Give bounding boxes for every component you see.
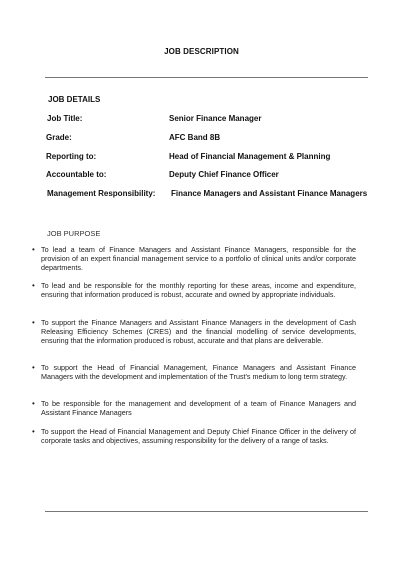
- bullet-dot: •: [32, 363, 35, 372]
- purpose-item-text: To support the Head of Financial Management, Finance Managers and Assistant Finance Managers with the development and implementation of the Trust's medium to long term strategy.: [41, 363, 356, 382]
- detail-label: Job Title:: [47, 114, 83, 123]
- detail-row-reporting-to: [0, 152, 403, 164]
- purpose-bullet-item: [32, 318, 356, 356]
- bullet-dot: •: [32, 399, 35, 408]
- top-rule: [45, 77, 368, 78]
- bullet-dot: •: [32, 318, 35, 327]
- detail-label: Accountable to:: [46, 170, 107, 179]
- detail-label: Management Responsibility:: [47, 189, 156, 198]
- job-purpose-heading: JOB PURPOSE: [47, 229, 101, 238]
- detail-row-accountable-to: [0, 170, 403, 182]
- bullet-dot: •: [32, 427, 35, 436]
- detail-value: AFC Band 8B: [169, 133, 221, 142]
- purpose-item-text: To support the Finance Managers and Assistant Finance Managers in the development of Cash Releasing Efficiency Schemes (CRES) and the financial modelling of service developments, ensuring that the information produced is robust, accurate and that plans are deliverable.: [41, 318, 356, 346]
- detail-row-management-responsibility: [0, 189, 403, 201]
- job-details-heading: JOB DETAILS: [48, 95, 101, 104]
- detail-value: Senior Finance Manager: [169, 114, 262, 123]
- purpose-item-text: To lead a team of Finance Managers and Assistant Finance Managers, responsible for the provision of an expert financial management service to a portfolio of clinical units and/or corporate departments.: [41, 245, 356, 273]
- purpose-bullet-item: [32, 281, 356, 309]
- detail-row-job-title: [0, 114, 403, 126]
- bullet-dot: •: [32, 281, 35, 290]
- document-title: JOB DESCRIPTION: [164, 47, 239, 56]
- purpose-item-text: To lead and be responsible for the monthly reporting for these areas, income and expenditure, ensuring that information produced is robust, accurate and owned by appropriate individuals.: [41, 281, 356, 300]
- detail-value: Head of Financial Management & Planning: [169, 152, 331, 161]
- bottom-rule: [45, 511, 368, 512]
- purpose-bullet-item: [32, 245, 356, 273]
- detail-label: Reporting to:: [46, 152, 97, 161]
- purpose-item-text: To support the Head of Financial Management and Deputy Chief Finance Officer in the delivery of corporate tasks and objectives, assuming responsibility for the delivery of a range of tasks.: [41, 427, 356, 446]
- purpose-bullet-item: [32, 427, 356, 455]
- detail-row-grade: [0, 133, 403, 145]
- purpose-bullet-item: [32, 399, 356, 418]
- detail-value: Finance Managers and Assistant Finance Managers: [171, 189, 368, 198]
- detail-value: Deputy Chief Finance Officer: [169, 170, 279, 179]
- bullet-dot: •: [32, 245, 35, 254]
- purpose-item-text: To be responsible for the management and development of a team of Finance Managers and Assistant Finance Managers: [41, 399, 356, 418]
- detail-label: Grade:: [46, 133, 72, 142]
- purpose-bullet-item: [32, 363, 356, 391]
